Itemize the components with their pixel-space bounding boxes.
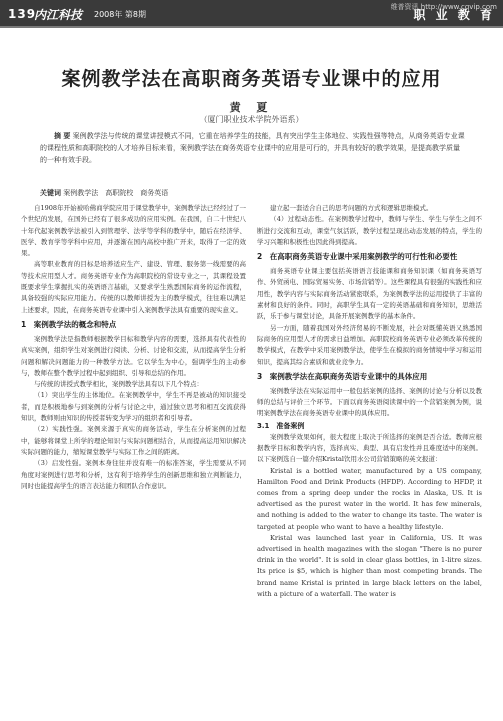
watermark-text: 维普资讯 http://www.cqvip.com [390, 3, 497, 11]
body-paragraph: 另一方面，随着我国对外经济贸易的不断发展，社会对既懂英语又熟悉国际商务的应用型人才的需求日益增加。高职院校商务英语专业必须改革传统的教学模式，在教学中采用案例教学法，使学生在模拟的商务情境中学习和运用知识，提高其综合素质和就业竞争力。 [257, 323, 482, 366]
body-paragraph: 建立起一套适合自己的思考问题的方式和逻辑思维模式。 [270, 204, 433, 212]
keywords-label: 关键词 [40, 189, 61, 197]
keywords [40, 188, 465, 199]
article-author: 黄 夏 [229, 101, 274, 114]
header-divider [0, 26, 503, 28]
body-column-left [21, 203, 246, 713]
body-paragraph: （4）过程动态性。在案例教学过程中，教师与学生、学生与学生之间不断进行交流和互动，课堂气氛活跃，教学过程呈现出动态发展的特点，学生的学习兴趣和积极性也因此得到提高。 [257, 215, 482, 246]
author-affiliation: （厦门职业技术学院外语系） [199, 115, 304, 124]
body-paragraph: （2）实践性强。案例来源于真实的商务活动，学生在分析案例的过程中，能够将课堂上所学的理论知识与实际问题相结合，从而提高运用知识解决实际问题的能力，缩短课堂教学与实际工作之间的距离。 [21, 425, 246, 456]
body-paragraph: （3）启发性强。案例本身往往并没有唯一的标准答案，学生需要从不同角度对案例进行思考和分析，这有利于培养学生的创新思维和独立判断能力，同时也能提高学生的语言表达能力和团队合作意识。 [21, 459, 246, 490]
english-case-paragraph: Kristal is a bottled water, manufactured by a US company, Hamilton Food and Drink Products (HFDP). According to HFDP, it comes from a spring deep under the rocks in Alaska, US. It is advertised as the purest water in the world. It has few minerals, and nothing is added to the water to change its taste. The water is targeted at people who want to have a healthy lifestyle. [257, 466, 482, 531]
abstract-text: 案例教学法与传统的课堂讲授模式不同，它重在培养学生的技能，具有突出学生主体地位、实践性强等特点，从商务英语专业课的课程性质和高职院校的人才培养目标来看，案例教学法在商务英语专业课中的应用是可行的，并具有较好的教学效果，是提高教学质量的一种有效手段。 [40, 132, 465, 164]
section-heading-3: 3 案例教学法在高职商务英语专业课中的具体应用 [257, 371, 428, 381]
section-label: 职 业 教 育 [413, 8, 495, 22]
body-paragraph: （1）突出学生的主体地位。在案例教学中，学生不再是被动的知识接受者，而是积极地参与到案例的分析与讨论之中，通过独立思考和相互交流获得知识，教师则由知识的传授者转变为学习的组织者和引导者。 [21, 391, 246, 423]
body-column-right [257, 203, 482, 713]
english-case-paragraph: Kristal was launched last year in California, US. It was advertised in health magazines with the slogan "There is no purer drink in the world". It is sold in clear glass bottles, in 1-litre sizes. Its price is $5, which is higher than most competing brands. The brand name Kristal is printed in large black letters on the label, with a picture of a waterfall. The water is [257, 533, 482, 598]
body-paragraph: 商务英语专业课主要包括英语语言技能课和商务知识课（如商务英语写作、外贸函电、国际贸易实务、市场营销等）。这些课程具有很强的实践性和应用性，教学内容与实际商务活动紧密联系，为案例教学法的运用提供了丰富的素材和良好的条件。同时，高职学生具有一定的英语基础和商务知识，思维活跃，乐于参与课堂讨论，具备开展案例教学的基本条件。 [257, 267, 482, 321]
journal-header-bar [0, 0, 503, 26]
body-paragraph: 案例教学法是指教师根据教学目标和教学内容的需要，选择具有代表性的真实案例，组织学生对案例进行阅读、分析、讨论和交流，从而提高学生分析问题和解决问题能力的一种教学方法。它以学生为中心，强调学生的主动参与，教师在整个教学过程中起到组织、引导和总结的作用。 [21, 334, 246, 377]
issue-label: 2008年 第8期 [94, 10, 146, 19]
subsection-heading-3-1: 3.1 准备案例 [257, 421, 305, 430]
body-paragraph: 自1908年开始被哈佛商学院应用于课堂教学中，案例教学法已经经过了一个世纪的发展，在国外已经有了很多成功的应用实例。在我国，自二十世纪八十年代起案例教学法被引入到管理学、法学等学科的教学中，随后在经济学、医学、教育学等学科中应用，并逐渐在国内高校中推广开来，取得了一定的效果。 [21, 204, 246, 258]
section-heading-1: 1 案例教学法的概念和特点 [21, 319, 117, 329]
keywords-text: 案例教学法 高职院校 商务英语 [63, 189, 169, 197]
abstract [40, 130, 465, 166]
section-heading-2: 2 在高职商务英语专业课中采用案例教学的可行性和必要性 [257, 252, 458, 262]
body-paragraph: 案例教学效果如何，很大程度上取决于所选择的案例是否合适。教师应根据教学目标和教学内容，选择真实、典型、具有启发性并且难度适中的案例。以下案例选自一篇介绍Kristal饮用水公司营销策略的英文报道： [257, 432, 482, 464]
body-paragraph: 案例教学法在实际运用中一般包括案例的选择、案例的讨论与分析以及教师的总结与评价三个环节。下面以商务英语阅读课中的一个营销案例为例，说明案例教学法在商务英语专业课中的具体应用。 [257, 386, 482, 418]
article-title: 案例教学法在高职商务英语专业课中的应用 [61, 68, 442, 90]
publication-name: 内江科技 [34, 8, 83, 22]
abstract-label: 摘 要 [54, 132, 71, 140]
page-number: 139 [8, 7, 37, 21]
body-paragraph: 高等职业教育的目标是培养适应生产、建设、管理、服务第一线需要的高等技术应用型人才。商务英语专业作为高职院校的常设专业之一，其课程设置既要求学生掌握扎实的英语语言基础，又要求学生熟悉国际商务的运作流程，具备较强的实际应用能力。传统的以教师讲授为主的教学模式，往往难以满足上述要求，因此，在商务英语专业课中引入案例教学法具有重要的现实意义。 [21, 260, 246, 314]
body-paragraph: 与传统的讲授式教学相比，案例教学法具有以下几个特点： [34, 380, 203, 389]
